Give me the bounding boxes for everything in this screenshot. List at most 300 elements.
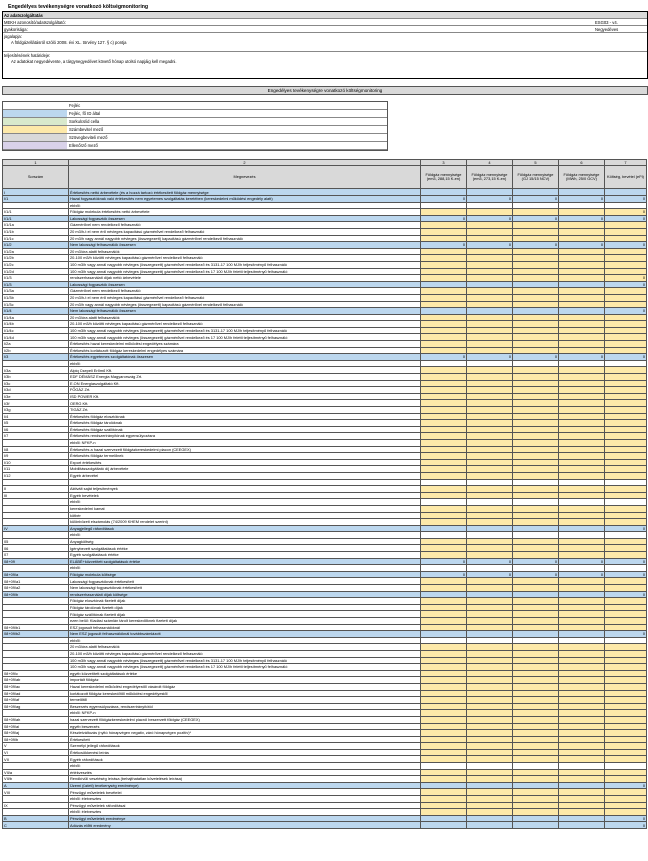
value-cell[interactable]	[467, 466, 513, 473]
value-cell[interactable]	[421, 776, 467, 783]
value-cell[interactable]	[513, 492, 559, 499]
value-cell[interactable]	[605, 743, 647, 750]
value-cell[interactable]	[513, 697, 559, 704]
value-cell[interactable]	[605, 618, 647, 625]
value-cell[interactable]	[467, 618, 513, 625]
value-cell[interactable]	[513, 756, 559, 763]
value-cell[interactable]	[467, 374, 513, 381]
value-cell[interactable]	[513, 413, 559, 420]
value-cell[interactable]	[605, 756, 647, 763]
value-cell[interactable]	[467, 505, 513, 512]
value-cell[interactable]	[513, 657, 559, 664]
value-cell[interactable]	[513, 585, 559, 592]
value-cell[interactable]	[467, 802, 513, 809]
value-cell[interactable]	[467, 670, 513, 677]
value-cell[interactable]	[559, 697, 605, 704]
value-cell[interactable]	[605, 314, 647, 321]
value-cell[interactable]	[559, 604, 605, 611]
value-cell[interactable]	[421, 736, 467, 743]
value-cell[interactable]	[605, 723, 647, 730]
value-cell[interactable]	[605, 235, 647, 242]
value-cell[interactable]	[421, 611, 467, 618]
value-cell[interactable]	[559, 519, 605, 526]
value-cell[interactable]	[467, 624, 513, 631]
value-cell[interactable]	[421, 294, 467, 301]
value-cell[interactable]	[421, 407, 467, 414]
value-cell[interactable]	[559, 413, 605, 420]
value-cell[interactable]	[605, 519, 647, 526]
value-cell[interactable]	[559, 228, 605, 235]
value-cell[interactable]	[559, 301, 605, 308]
value-cell[interactable]	[513, 736, 559, 743]
value-cell[interactable]	[513, 552, 559, 559]
value-cell[interactable]	[513, 255, 559, 262]
value-cell[interactable]	[467, 400, 513, 407]
value-cell[interactable]	[559, 433, 605, 440]
value-cell[interactable]	[467, 677, 513, 684]
value-cell[interactable]	[467, 387, 513, 394]
value-cell[interactable]	[467, 519, 513, 526]
value-cell[interactable]	[559, 400, 605, 407]
value-cell[interactable]	[605, 387, 647, 394]
value-cell[interactable]	[605, 736, 647, 743]
value-cell[interactable]	[421, 802, 467, 809]
value-cell[interactable]	[605, 598, 647, 605]
value-cell[interactable]	[605, 690, 647, 697]
value-cell[interactable]	[513, 683, 559, 690]
value-cell[interactable]	[605, 650, 647, 657]
value-cell[interactable]	[559, 809, 605, 816]
value-cell[interactable]	[605, 585, 647, 592]
value-cell[interactable]	[467, 327, 513, 334]
value-cell[interactable]	[421, 228, 467, 235]
value-cell[interactable]	[421, 439, 467, 446]
value-cell[interactable]	[559, 796, 605, 803]
value-cell[interactable]	[605, 472, 647, 479]
value-cell[interactable]	[421, 380, 467, 387]
value-cell[interactable]	[467, 492, 513, 499]
value-cell[interactable]	[559, 327, 605, 334]
value-cell[interactable]	[421, 769, 467, 776]
value-cell[interactable]	[513, 769, 559, 776]
value-cell[interactable]	[513, 545, 559, 552]
value-cell[interactable]	[605, 268, 647, 275]
value-cell[interactable]	[467, 301, 513, 308]
value-cell[interactable]	[513, 710, 559, 717]
value-cell[interactable]	[559, 268, 605, 275]
value-cell[interactable]	[513, 439, 559, 446]
value-cell[interactable]	[421, 327, 467, 334]
value-cell[interactable]	[559, 598, 605, 605]
value-cell[interactable]	[467, 314, 513, 321]
value-cell[interactable]	[421, 664, 467, 671]
value-cell[interactable]	[467, 736, 513, 743]
value-cell[interactable]	[605, 677, 647, 684]
value-cell[interactable]	[467, 407, 513, 414]
value-cell[interactable]	[559, 802, 605, 809]
value-cell[interactable]	[559, 683, 605, 690]
value-cell[interactable]	[513, 301, 559, 308]
value-cell[interactable]	[605, 538, 647, 545]
value-cell[interactable]	[467, 433, 513, 440]
value-cell[interactable]	[467, 545, 513, 552]
value-cell[interactable]	[421, 235, 467, 242]
value-cell[interactable]	[513, 723, 559, 730]
value-cell[interactable]	[513, 321, 559, 328]
value-cell[interactable]	[513, 538, 559, 545]
value-cell[interactable]	[513, 248, 559, 255]
value-cell[interactable]	[559, 334, 605, 341]
value-cell[interactable]	[513, 393, 559, 400]
value-cell[interactable]	[605, 327, 647, 334]
value-cell[interactable]	[467, 420, 513, 427]
value-cell[interactable]	[467, 209, 513, 216]
value-cell[interactable]	[513, 716, 559, 723]
value-cell[interactable]	[513, 611, 559, 618]
value-cell[interactable]	[605, 294, 647, 301]
value-cell[interactable]	[605, 716, 647, 723]
value-cell[interactable]	[421, 453, 467, 460]
value-cell[interactable]	[559, 261, 605, 268]
value-cell[interactable]	[605, 545, 647, 552]
value-cell[interactable]	[605, 407, 647, 414]
value-cell[interactable]	[421, 426, 467, 433]
value-cell[interactable]	[559, 209, 605, 216]
value-cell[interactable]	[513, 459, 559, 466]
value-cell[interactable]	[559, 585, 605, 592]
value-cell[interactable]	[421, 598, 467, 605]
value-cell[interactable]	[421, 341, 467, 348]
value-cell[interactable]	[513, 650, 559, 657]
value-cell[interactable]	[559, 690, 605, 697]
value-cell[interactable]	[513, 380, 559, 387]
value-cell[interactable]	[605, 552, 647, 559]
value-cell[interactable]	[605, 730, 647, 737]
value-cell[interactable]	[605, 301, 647, 308]
value-cell[interactable]	[513, 749, 559, 756]
value-cell[interactable]	[605, 341, 647, 348]
value-cell[interactable]	[467, 756, 513, 763]
value-cell[interactable]	[559, 235, 605, 242]
value-cell[interactable]	[513, 228, 559, 235]
value-cell[interactable]	[559, 505, 605, 512]
value-cell[interactable]	[467, 730, 513, 737]
value-cell[interactable]	[467, 393, 513, 400]
value-cell[interactable]	[605, 749, 647, 756]
value-cell[interactable]	[605, 604, 647, 611]
value-cell[interactable]	[605, 710, 647, 717]
value-cell[interactable]	[605, 228, 647, 235]
value-cell[interactable]	[421, 809, 467, 816]
value-cell[interactable]	[421, 578, 467, 585]
value-cell[interactable]	[467, 459, 513, 466]
value-cell[interactable]	[559, 703, 605, 710]
value-cell[interactable]	[559, 618, 605, 625]
value-cell[interactable]	[467, 321, 513, 328]
value-cell[interactable]	[559, 670, 605, 677]
value-cell[interactable]	[421, 400, 467, 407]
value-cell[interactable]	[605, 809, 647, 816]
value-cell[interactable]	[513, 776, 559, 783]
value-cell[interactable]	[513, 420, 559, 427]
value-cell[interactable]	[605, 624, 647, 631]
value-cell[interactable]	[513, 677, 559, 684]
value-cell[interactable]	[605, 367, 647, 374]
value-cell[interactable]	[605, 420, 647, 427]
value-cell[interactable]	[421, 749, 467, 756]
value-cell[interactable]	[421, 618, 467, 625]
value-cell[interactable]	[605, 261, 647, 268]
value-cell[interactable]	[421, 519, 467, 526]
value-cell[interactable]	[513, 433, 559, 440]
value-cell[interactable]	[513, 796, 559, 803]
value-cell[interactable]	[421, 505, 467, 512]
value-cell[interactable]	[421, 275, 467, 282]
value-cell[interactable]	[605, 453, 647, 460]
value-cell[interactable]	[467, 650, 513, 657]
value-cell[interactable]	[513, 809, 559, 816]
value-cell[interactable]	[421, 268, 467, 275]
value-cell[interactable]	[467, 426, 513, 433]
value-cell[interactable]	[559, 446, 605, 453]
value-cell[interactable]	[421, 433, 467, 440]
value-cell[interactable]	[513, 690, 559, 697]
value-cell[interactable]	[559, 486, 605, 493]
value-cell[interactable]	[559, 288, 605, 295]
value-cell[interactable]	[467, 228, 513, 235]
value-cell[interactable]	[467, 235, 513, 242]
value-cell[interactable]	[559, 314, 605, 321]
value-cell[interactable]	[421, 624, 467, 631]
value-cell[interactable]	[559, 769, 605, 776]
value-cell[interactable]	[513, 618, 559, 625]
value-cell[interactable]	[421, 697, 467, 704]
value-cell[interactable]	[421, 413, 467, 420]
value-cell[interactable]	[605, 578, 647, 585]
value-cell[interactable]	[513, 387, 559, 394]
value-cell[interactable]	[513, 578, 559, 585]
value-cell[interactable]	[605, 400, 647, 407]
value-cell[interactable]	[559, 545, 605, 552]
value-cell[interactable]	[467, 222, 513, 229]
value-cell[interactable]	[605, 334, 647, 341]
value-cell[interactable]: 0	[605, 209, 647, 216]
value-cell[interactable]	[513, 407, 559, 414]
value-cell[interactable]	[513, 374, 559, 381]
value-cell[interactable]	[421, 222, 467, 229]
value-cell[interactable]	[559, 743, 605, 750]
value-cell[interactable]	[605, 611, 647, 618]
value-cell[interactable]	[421, 730, 467, 737]
value-cell[interactable]	[467, 611, 513, 618]
value-cell[interactable]	[467, 598, 513, 605]
value-cell[interactable]	[467, 789, 513, 796]
value-cell[interactable]	[467, 380, 513, 387]
value-cell[interactable]	[559, 374, 605, 381]
value-cell[interactable]	[559, 664, 605, 671]
value-cell[interactable]	[421, 261, 467, 268]
value-cell[interactable]	[513, 789, 559, 796]
value-cell[interactable]	[467, 796, 513, 803]
value-cell[interactable]	[559, 294, 605, 301]
value-cell[interactable]	[559, 756, 605, 763]
value-cell[interactable]	[421, 644, 467, 651]
value-cell[interactable]	[605, 459, 647, 466]
value-cell[interactable]	[467, 644, 513, 651]
value-cell[interactable]	[467, 552, 513, 559]
value-cell[interactable]	[467, 261, 513, 268]
value-cell[interactable]	[559, 407, 605, 414]
value-cell[interactable]	[559, 275, 605, 282]
value-cell[interactable]	[421, 209, 467, 216]
value-cell[interactable]	[605, 393, 647, 400]
value-cell[interactable]	[559, 439, 605, 446]
value-cell[interactable]	[513, 275, 559, 282]
value-cell[interactable]	[421, 288, 467, 295]
value-cell[interactable]	[421, 585, 467, 592]
value-cell[interactable]	[559, 710, 605, 717]
value-cell[interactable]	[467, 367, 513, 374]
value-cell[interactable]	[605, 505, 647, 512]
value-cell[interactable]	[513, 703, 559, 710]
value-cell[interactable]	[467, 697, 513, 704]
value-cell[interactable]	[467, 657, 513, 664]
value-cell[interactable]	[421, 604, 467, 611]
value-cell[interactable]	[559, 650, 605, 657]
value-cell[interactable]	[605, 446, 647, 453]
value-cell[interactable]	[467, 683, 513, 690]
value-cell[interactable]	[513, 644, 559, 651]
value-cell[interactable]	[467, 538, 513, 545]
value-cell[interactable]	[467, 446, 513, 453]
value-cell[interactable]	[467, 664, 513, 671]
value-cell[interactable]	[421, 789, 467, 796]
value-cell[interactable]	[513, 670, 559, 677]
value-cell[interactable]	[605, 703, 647, 710]
value-cell[interactable]	[605, 697, 647, 704]
value-cell[interactable]	[559, 730, 605, 737]
value-cell[interactable]	[467, 769, 513, 776]
value-cell[interactable]	[605, 222, 647, 229]
value-cell[interactable]	[513, 268, 559, 275]
value-cell[interactable]	[605, 670, 647, 677]
value-cell[interactable]	[559, 420, 605, 427]
value-cell[interactable]	[605, 466, 647, 473]
value-cell[interactable]	[467, 255, 513, 262]
value-cell[interactable]	[467, 341, 513, 348]
value-cell[interactable]	[513, 519, 559, 526]
value-cell[interactable]	[513, 624, 559, 631]
value-cell[interactable]	[513, 367, 559, 374]
value-cell[interactable]	[559, 749, 605, 756]
value-cell[interactable]	[513, 604, 559, 611]
value-cell[interactable]	[421, 657, 467, 664]
value-cell[interactable]	[421, 690, 467, 697]
value-cell[interactable]	[605, 789, 647, 796]
value-cell[interactable]	[513, 341, 559, 348]
value-cell[interactable]	[421, 420, 467, 427]
value-cell[interactable]	[467, 439, 513, 446]
value-cell[interactable]	[559, 624, 605, 631]
value-cell[interactable]	[559, 222, 605, 229]
value-cell[interactable]	[421, 743, 467, 750]
value-cell[interactable]	[467, 472, 513, 479]
value-cell[interactable]	[605, 255, 647, 262]
value-cell[interactable]	[513, 209, 559, 216]
value-cell[interactable]	[513, 598, 559, 605]
value-cell[interactable]	[605, 380, 647, 387]
value-cell[interactable]	[421, 387, 467, 394]
value-cell[interactable]	[559, 776, 605, 783]
value-cell[interactable]	[421, 677, 467, 684]
value-cell[interactable]	[559, 736, 605, 743]
value-cell[interactable]	[513, 347, 559, 354]
value-cell[interactable]	[467, 604, 513, 611]
value-cell[interactable]	[513, 314, 559, 321]
value-cell[interactable]	[467, 716, 513, 723]
value-cell[interactable]	[421, 472, 467, 479]
value-cell[interactable]	[605, 657, 647, 664]
value-cell[interactable]	[559, 248, 605, 255]
value-cell[interactable]	[421, 374, 467, 381]
value-cell[interactable]	[559, 723, 605, 730]
value-cell[interactable]	[559, 578, 605, 585]
value-cell[interactable]	[421, 314, 467, 321]
value-cell[interactable]	[513, 472, 559, 479]
value-cell[interactable]	[559, 393, 605, 400]
value-cell[interactable]	[467, 334, 513, 341]
value-cell[interactable]	[421, 248, 467, 255]
value-cell[interactable]	[467, 512, 513, 519]
value-cell[interactable]	[421, 716, 467, 723]
value-cell[interactable]	[559, 341, 605, 348]
value-cell[interactable]	[467, 275, 513, 282]
value-cell[interactable]	[559, 512, 605, 519]
value-cell[interactable]	[467, 578, 513, 585]
value-cell[interactable]	[605, 374, 647, 381]
value-cell[interactable]	[421, 756, 467, 763]
value-cell[interactable]	[559, 453, 605, 460]
value-cell[interactable]	[513, 486, 559, 493]
value-cell[interactable]	[421, 393, 467, 400]
value-cell[interactable]	[513, 743, 559, 750]
value-cell[interactable]	[421, 703, 467, 710]
value-cell[interactable]	[605, 512, 647, 519]
value-cell[interactable]	[605, 644, 647, 651]
value-cell[interactable]	[605, 683, 647, 690]
value-cell[interactable]	[513, 664, 559, 671]
value-cell[interactable]	[513, 505, 559, 512]
value-cell[interactable]	[559, 492, 605, 499]
value-cell[interactable]	[467, 690, 513, 697]
value-cell[interactable]	[513, 261, 559, 268]
value-cell[interactable]	[467, 347, 513, 354]
value-cell[interactable]	[421, 796, 467, 803]
value-cell[interactable]	[559, 644, 605, 651]
value-cell[interactable]	[605, 288, 647, 295]
value-cell[interactable]	[467, 776, 513, 783]
value-cell[interactable]	[513, 400, 559, 407]
value-cell[interactable]	[467, 703, 513, 710]
value-cell[interactable]	[605, 769, 647, 776]
value-cell[interactable]	[605, 486, 647, 493]
value-cell[interactable]	[467, 486, 513, 493]
value-cell[interactable]	[513, 466, 559, 473]
value-cell[interactable]	[467, 453, 513, 460]
value-cell[interactable]	[605, 796, 647, 803]
value-cell[interactable]	[513, 327, 559, 334]
value-cell[interactable]	[421, 459, 467, 466]
